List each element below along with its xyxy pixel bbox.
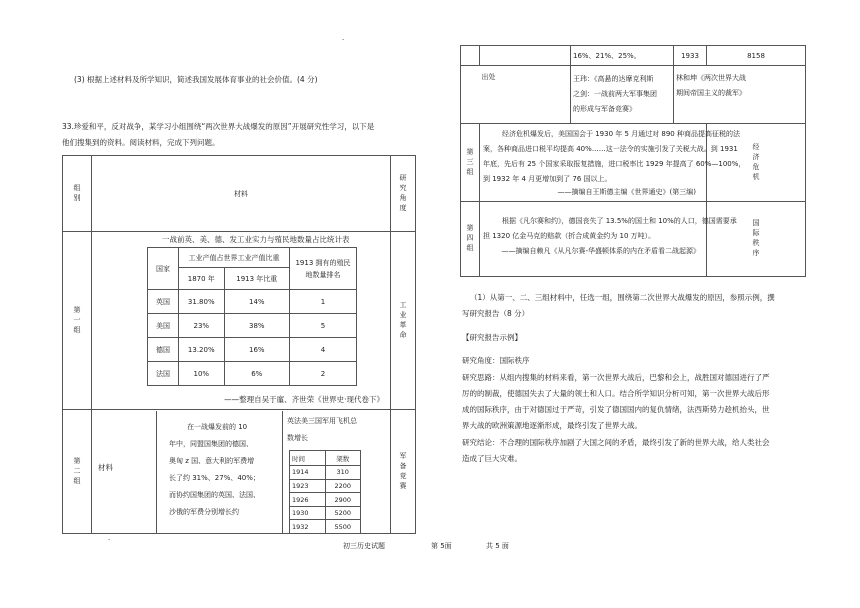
top-row-text: 16%、21%、25%。 [571, 46, 674, 66]
example-idea-line: 界大战的欧洲策源地逐渐形成，最终引发了世界大战。 [462, 421, 642, 430]
group-4-line: 担 1320 亿金马克的赔款（折合成黄金约为 10 万吨）。 [483, 232, 656, 240]
plane-cell-year: 1930 [290, 506, 326, 520]
group-3-label: 第三组 [466, 147, 474, 178]
plane-table [289, 450, 361, 534]
plane-table-title-2: 数增长 [287, 434, 308, 442]
industry-cell-country: 法国 [148, 362, 179, 386]
industry-row [148, 290, 357, 314]
industry-table [147, 247, 357, 386]
plane-header-time: 时间 [290, 451, 326, 466]
industry-header-colony: 1913 拥有的殖民地数量排名 [290, 248, 357, 290]
plane-row [290, 506, 361, 520]
question-1-line2: 写研究报告（8 分） [462, 309, 530, 318]
example-idea-line: 研究思路：从组内搜集的材料来看，第一次世界大战后，巴黎和会上，战胜国对德国进行了严 [462, 373, 770, 382]
example-angle: 研究角度：国际秩序 [462, 356, 530, 365]
group-2-angle: 军备竞赛 [399, 451, 407, 492]
plane-cell-count: 5200 [325, 506, 361, 520]
plane-row [290, 479, 361, 493]
industry-cell-rank: 4 [290, 338, 357, 362]
group-2-text-line: 在一战爆发前的 10 [187, 423, 248, 431]
plane-header-count: 架数 [325, 451, 361, 466]
group-2-text-line: 年中，同盟国集团的德国、 [169, 440, 253, 448]
group-3-source: ——摘编自王斯德主编《世界通史》(第三编) [557, 188, 696, 196]
source-a-line: 的形成与军备竞赛》 [573, 105, 636, 113]
industry-cell-1870: 10% [179, 362, 225, 386]
example-conclusion-line: 造成了巨大灾难。 [462, 454, 522, 463]
industry-cell-country: 美国 [148, 314, 179, 338]
question-33-line1: 33.珍爱和平，反对战争，某学习小组围绕“两次世界大战爆发的原因”开展研究性学习，以下是 [62, 122, 375, 131]
group-2-text-line: 长了约 31%、27%、40%； [169, 474, 260, 482]
group-2-text-box [156, 411, 283, 534]
plane-cell-count: 5500 [325, 520, 361, 534]
group-3-line: 案，各种商品进口税平均提高 40%……这一法令的实施引发了关税大战。到 1931 [483, 145, 738, 153]
group-4-material [480, 202, 737, 277]
example-idea-line: 厉的的制裁，使德国失去了大量的领土和人口。结合所学知识分析可知，第一次世界大战后形 [462, 389, 770, 398]
group-4-source: ——摘编自赖凡《从凡尔赛-华盛顿体系的内在矛盾看二战起源》 [501, 247, 700, 255]
plane-row [290, 520, 361, 534]
plane-table-box [282, 411, 403, 534]
footer-dot: · [108, 536, 111, 544]
source-b-line: 林和坤《两次世界大战 [676, 74, 746, 82]
industry-cell-1913: 14% [224, 290, 289, 314]
plane-cell-year: 1914 [290, 466, 326, 480]
industry-table-title: 一战前英、美、德、发工业实力与殖民地数量占比统计表 [162, 235, 350, 244]
group-3-angle: 经济危机 [752, 142, 760, 183]
industry-cell-1913: 16% [224, 338, 289, 362]
question-1-line1: （1）从第一、二、三组材料中，任选一组，围绕第二次世界大战爆发的原因，参照示例，撰 [470, 293, 775, 302]
top-row-year: 1933 [674, 46, 707, 66]
example-idea-line: 成的国际秩序，由于对德国过于严苛，引发了德国国内的复仇情绪，法西斯势力趁机抬头，世 [462, 405, 770, 414]
industry-row [148, 314, 357, 338]
industry-cell-country: 德国 [148, 338, 179, 362]
industry-header-country: 国家 [148, 248, 179, 290]
plane-cell-count: 2900 [325, 493, 361, 507]
industry-header-1870: 1870 年 [179, 268, 225, 290]
plane-cell-year: 1926 [290, 493, 326, 507]
source-b-line: 期间帝国主义的裁军》 [676, 89, 746, 97]
industry-cell-1870: 23% [179, 314, 225, 338]
industry-row [148, 362, 357, 386]
plane-table-title-1: 英法美三国军用飞机总 [287, 417, 357, 425]
group-3-line: 经济危机爆发后，美国国会于 1930 年 5 月通过对 890 种商品提高征税的法 [502, 130, 740, 138]
group-2-text-line: 奥匈 z 国、意大利的军费增 [169, 457, 255, 465]
group-2-text-line: 沙俄的军费分别增长约 [169, 508, 239, 516]
plane-cell-count: 2200 [325, 479, 361, 493]
industry-cell-country: 英国 [148, 290, 179, 314]
col-group-header: 组别 [73, 183, 81, 204]
col-material-header: 材料 [92, 156, 391, 232]
industry-header-1913: 1913 年比重 [224, 268, 289, 290]
plane-cell-year: 1923 [290, 479, 326, 493]
group-2-label: 第二组 [73, 456, 81, 487]
industry-header-share: 工业产值占世界工业产值比重 [179, 248, 290, 268]
source-b [674, 66, 806, 124]
top-row-count: 8158 [707, 46, 806, 66]
source-label: 出处 [480, 66, 571, 124]
plane-cell-count: 310 [325, 466, 361, 480]
col-angle-header: 研究角度 [399, 173, 407, 214]
group-1-material [92, 232, 391, 410]
source-a-line: 王玮：《高悬的达摩克利斯 [573, 75, 654, 83]
industry-row [148, 338, 357, 362]
left-material-table [62, 155, 416, 534]
question-33-line2: 他们搜集到的资料。阅读材料，完成下列问题。 [62, 138, 220, 147]
plane-cell-year: 1932 [290, 520, 326, 534]
example-conclusion-line: 研究结论：不合理的国际秩序加剧了大国之间的矛盾，最终引发了新的世界大战，给人类社会 [462, 438, 770, 447]
right-material-table [460, 45, 806, 277]
group-4-line: 根据《凡尔赛和约》，德国丧失了 13.5%的国土和 10%的人口，德国需要承 [502, 217, 737, 225]
footer-page-total: 共 5 面 [486, 542, 509, 550]
group-2-material [92, 410, 391, 534]
industry-cell-1913: 6% [224, 362, 289, 386]
industry-cell-1870: 13.20% [179, 338, 225, 362]
industry-cell-1913: 38% [224, 314, 289, 338]
group-4-angle: 国际秩序 [752, 219, 760, 259]
source-a-line: 之剑：一战前两大军事集团 [573, 90, 657, 98]
group-3-line: 年底，先后有 25 个国家采取报复措施，进口税率比 1929 年提高了 60%—100%， [483, 160, 746, 168]
group-1-angle: 工业革命 [399, 300, 407, 341]
plane-row [290, 493, 361, 507]
footer-exam-title: 初三历史试题 [343, 542, 385, 550]
industry-cell-1870: 31.80% [179, 290, 225, 314]
example-title: 【研究报告示例】 [462, 333, 522, 342]
group-4-label: 第四组 [466, 224, 474, 254]
source-a [571, 66, 674, 124]
group-1-label: 第一组 [73, 305, 81, 336]
question-prev: (3) 根据上述材料及所学知识，简述我国发展体育事业的社会价值。(4 分) [74, 75, 318, 84]
industry-cell-rank: 5 [290, 314, 357, 338]
group-3-line: 到 1932 年 4 月更增加到了 76 国以上。 [483, 175, 612, 183]
industry-cell-rank: 2 [290, 362, 357, 386]
industry-cell-rank: 1 [290, 290, 357, 314]
group-2-material-word: 材料 [98, 463, 113, 472]
plane-row [290, 466, 361, 480]
header-dot: · [342, 36, 345, 44]
group-1-source: ——整理自吴于廑、齐世荣《世界史·现代卷下》 [224, 395, 384, 404]
group-3-material [480, 124, 746, 202]
footer-page-number: 第 5面 [431, 542, 452, 550]
group-2-text-line: 而协约国集团的英国、法国、 [169, 491, 260, 499]
